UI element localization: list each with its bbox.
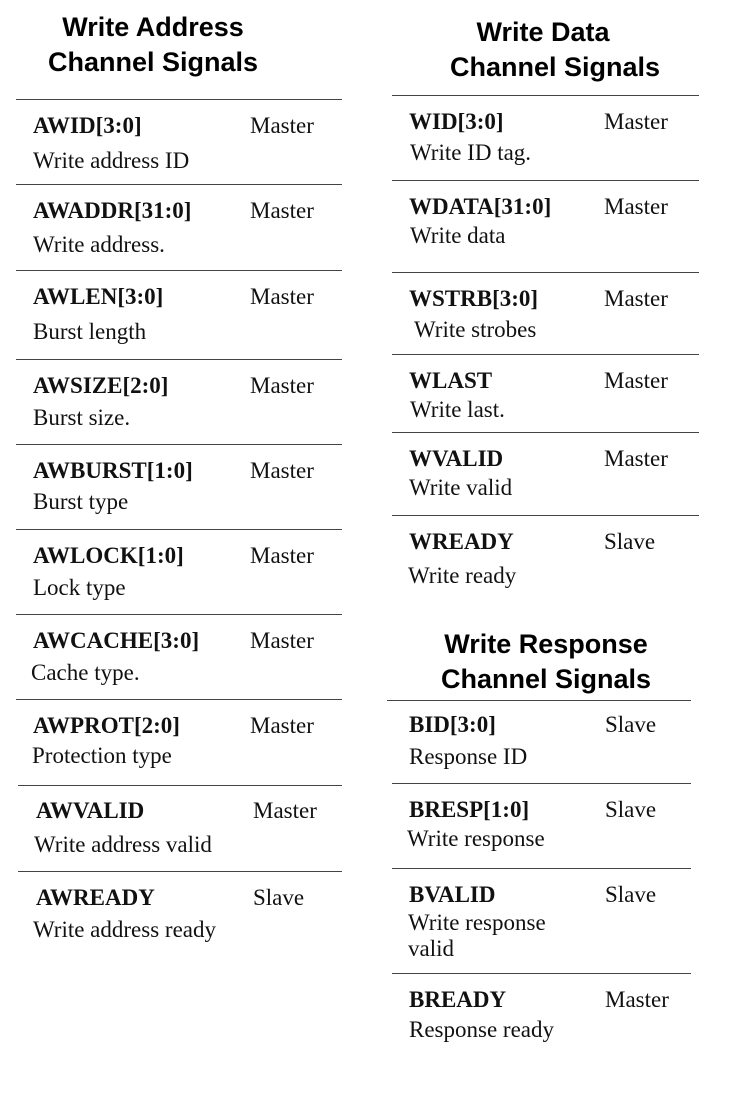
- signal-direction-awlock: Master: [250, 543, 314, 568]
- write-data-title: [420, 15, 670, 85]
- write-data-title-line2: Channel Signals: [449, 52, 661, 82]
- signal-description-wid: Write ID tag.: [410, 140, 532, 165]
- signal-direction-awburst: Master: [250, 458, 314, 483]
- divider: [16, 99, 342, 100]
- signal-direction-awvalid: Master: [253, 798, 317, 823]
- divider: [392, 783, 691, 784]
- signal-name-awid: AWID[3:0]: [33, 113, 142, 138]
- divider: [16, 444, 342, 445]
- divider: [18, 871, 342, 872]
- signal-description-bresp: Write response: [407, 826, 545, 851]
- signal-name-bid: BID[3:0]: [409, 712, 496, 737]
- write-data-title-line1: Write Data: [476, 17, 610, 47]
- signal-direction-bresp: Slave: [605, 797, 657, 822]
- signal-description-awprot: Protection type: [32, 743, 172, 768]
- signal-direction-wid: Master: [604, 109, 668, 134]
- signal-direction-awcache: Master: [250, 628, 314, 653]
- signal-name-awready: AWREADY: [36, 885, 155, 910]
- write-address-title-line1: Write Address: [62, 12, 244, 42]
- signal-name-wvalid: WVALID: [409, 446, 504, 471]
- write-address-title-line2: Channel Signals: [47, 47, 259, 77]
- signal-direction-wdata: Master: [604, 194, 668, 219]
- signal-direction-awlen: Master: [250, 284, 314, 309]
- write-address-title: [28, 10, 278, 80]
- signal-description-awready: Write address ready: [33, 917, 216, 942]
- signal-name-wid: WID[3:0]: [409, 109, 504, 134]
- signal-name-awburst: AWBURST[1:0]: [33, 458, 193, 483]
- divider: [18, 785, 342, 786]
- signal-description-awvalid: Write address valid: [34, 832, 212, 857]
- signal-name-wlast: WLAST: [409, 368, 493, 393]
- signal-name-awsize: AWSIZE[2:0]: [33, 373, 169, 398]
- divider: [392, 95, 699, 96]
- signal-direction-wstrb: Master: [604, 286, 668, 311]
- signal-direction-awaddr: Master: [250, 198, 314, 223]
- write-response-title-line1: Write Response: [444, 629, 648, 659]
- divider: [16, 529, 342, 530]
- signal-direction-awready: Slave: [253, 885, 305, 910]
- divider: [392, 868, 691, 869]
- signal-description-awaddr: Write address.: [33, 232, 165, 257]
- signal-description-wdata: Write data: [410, 223, 506, 248]
- signal-description-awlock: Lock type: [33, 575, 126, 600]
- signal-description-wvalid: Write valid: [409, 475, 513, 500]
- signal-description-bid: Response ID: [409, 744, 528, 769]
- signal-name-awvalid: AWVALID: [36, 798, 145, 823]
- write-response-title-line2: Channel Signals: [440, 664, 652, 694]
- signal-name-bvalid: BVALID: [409, 882, 496, 907]
- signal-name-wready: WREADY: [409, 529, 514, 554]
- signal-description-wstrb: Write strobes: [414, 317, 537, 342]
- divider: [387, 700, 691, 701]
- signal-name-awlock: AWLOCK[1:0]: [33, 543, 184, 568]
- signal-description-bready: Response ready: [409, 1017, 554, 1042]
- signal-description-wready: Write ready: [408, 563, 517, 588]
- divider: [16, 699, 342, 700]
- divider: [392, 973, 691, 974]
- divider: [16, 614, 342, 615]
- divider: [392, 354, 699, 355]
- signal-description-bvalid: Write response valid: [408, 910, 546, 961]
- signal-name-bresp: BRESP[1:0]: [409, 797, 530, 822]
- divider: [16, 184, 342, 185]
- divider: [392, 515, 699, 516]
- signal-direction-bid: Slave: [605, 712, 657, 737]
- divider: [392, 180, 699, 181]
- divider: [392, 272, 699, 273]
- signal-direction-wvalid: Master: [604, 446, 668, 471]
- signal-description-awcache: Cache type.: [31, 660, 140, 685]
- signal-direction-wready: Slave: [604, 529, 656, 554]
- signal-description-wlast: Write last.: [410, 397, 505, 422]
- signal-description-awid: Write address ID: [33, 148, 190, 173]
- signal-direction-awprot: Master: [250, 713, 314, 738]
- signal-description-awsize: Burst size.: [33, 405, 131, 430]
- signal-name-awaddr: AWADDR[31:0]: [33, 198, 192, 223]
- signal-description-awburst: Burst type: [33, 489, 129, 514]
- signal-direction-awid: Master: [250, 113, 314, 138]
- divider: [16, 359, 342, 360]
- signal-name-bready: BREADY: [409, 987, 507, 1012]
- signal-direction-bready: Master: [605, 987, 669, 1012]
- divider: [392, 432, 699, 433]
- signal-description-awlen: Burst length: [33, 319, 147, 344]
- signal-direction-wlast: Master: [604, 368, 668, 393]
- signal-name-wdata: WDATA[31:0]: [409, 194, 552, 219]
- signal-name-awprot: AWPROT[2:0]: [33, 713, 180, 738]
- signal-name-awcache: AWCACHE[3:0]: [33, 628, 200, 653]
- divider: [16, 270, 342, 271]
- signal-name-wstrb: WSTRB[3:0]: [409, 286, 539, 311]
- signal-direction-awsize: Master: [250, 373, 314, 398]
- signal-direction-bvalid: Slave: [605, 882, 657, 907]
- signal-name-awlen: AWLEN[3:0]: [33, 284, 164, 309]
- write-response-title: [411, 627, 681, 697]
